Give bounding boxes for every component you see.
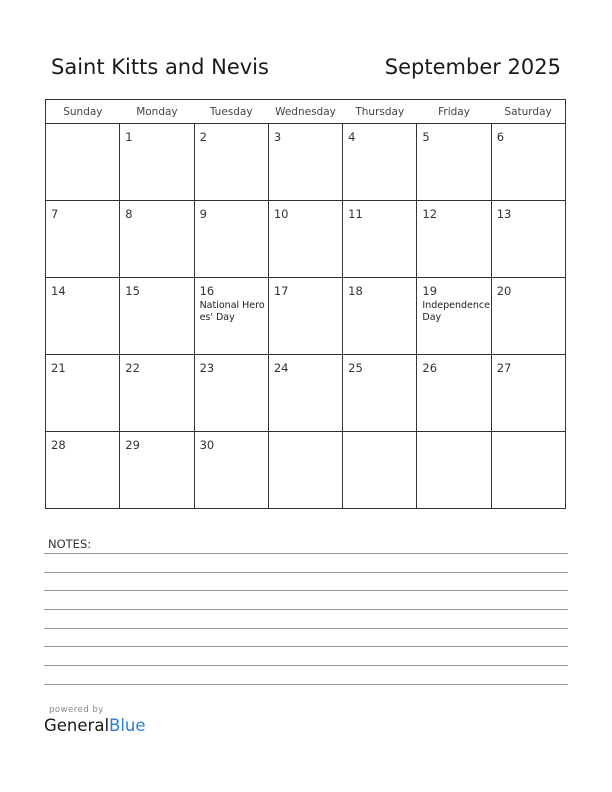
day-cell [194, 201, 268, 278]
day-number [492, 432, 565, 438]
day-cell [120, 355, 194, 432]
day-cell [491, 355, 565, 432]
weekday-monday: Monday [120, 100, 194, 124]
brand-blue: Blue [109, 716, 146, 735]
day-number: 2 [199, 130, 207, 144]
empty-day-cell [417, 432, 491, 509]
day-number: 30 [199, 438, 215, 452]
day-cell [417, 355, 491, 432]
day-cell [491, 278, 565, 355]
empty-day-cell [268, 432, 342, 509]
weekday-thursday: Thursday [343, 100, 417, 124]
day-cell [343, 278, 417, 355]
day-number: 14 [51, 284, 66, 298]
day-cell [120, 201, 194, 278]
notes-line [44, 590, 568, 591]
empty-day-cell [491, 432, 565, 509]
day-number: 25 [348, 361, 363, 375]
country-title: Saint Kitts and Nevis [51, 55, 269, 79]
day-number: 1 [125, 130, 133, 144]
month-title: September 2025 [384, 55, 561, 79]
day-cell [46, 355, 120, 432]
day-number: 21 [51, 361, 66, 375]
notes-line [44, 684, 568, 685]
week-row [46, 201, 566, 278]
day-cell [120, 278, 194, 355]
day-cell [194, 432, 268, 509]
day-number: 22 [125, 361, 140, 375]
empty-day-cell [46, 124, 120, 201]
day-number: 18 [348, 284, 363, 298]
day-number: 24 [273, 361, 289, 375]
day-cell [491, 201, 565, 278]
calendar-body [46, 124, 566, 509]
week-row [46, 432, 566, 509]
day-number: 5 [422, 130, 430, 144]
weekday-wednesday: Wednesday [268, 100, 342, 124]
generalblue-logo [44, 716, 146, 735]
day-cell [194, 355, 268, 432]
day-number [269, 432, 342, 438]
day-cell [417, 201, 491, 278]
empty-day-cell [343, 432, 417, 509]
weekday-sunday: Sunday [46, 100, 120, 124]
day-number [343, 432, 416, 438]
day-number: 13 [496, 207, 512, 221]
day-number: 7 [51, 207, 59, 221]
day-number: 12 [422, 207, 438, 221]
day-number: 17 [273, 284, 289, 298]
notes-line [44, 572, 568, 573]
day-number [46, 124, 119, 130]
day-number: 16 [199, 284, 215, 298]
day-number: 23 [199, 361, 215, 375]
weekday-header-row [46, 100, 566, 124]
day-number: 28 [51, 438, 66, 452]
day-cell [46, 278, 120, 355]
weekday-saturday: Saturday [491, 100, 565, 124]
week-row [46, 355, 566, 432]
day-cell [268, 124, 342, 201]
weekday-friday: Friday [417, 100, 491, 124]
week-row [46, 278, 566, 355]
day-number: 27 [496, 361, 512, 375]
day-cell [120, 432, 194, 509]
calendar-grid [45, 99, 566, 509]
day-number: 6 [496, 130, 505, 144]
notes-line [44, 628, 568, 629]
powered-by-text: powered by [49, 705, 104, 715]
day-cell [268, 355, 342, 432]
holiday-label: National Heroes' Day [199, 300, 265, 323]
weekday-tuesday: Tuesday [194, 100, 268, 124]
day-cell [46, 201, 120, 278]
day-number: 11 [348, 207, 363, 221]
day-cell [343, 201, 417, 278]
day-cell [268, 201, 342, 278]
notes-label: NOTES: [48, 537, 92, 551]
day-number: 15 [125, 284, 140, 298]
day-number: 9 [199, 207, 207, 221]
notes-line [44, 553, 568, 554]
notes-line [44, 609, 568, 610]
day-cell [417, 278, 491, 355]
day-number: 20 [496, 284, 512, 298]
day-cell [343, 124, 417, 201]
day-number: 26 [422, 361, 438, 375]
day-cell [268, 278, 342, 355]
week-row [46, 124, 566, 201]
day-cell [46, 432, 120, 509]
day-number [417, 432, 490, 438]
day-number: 29 [125, 438, 140, 452]
day-number: 10 [273, 207, 289, 221]
day-cell [491, 124, 565, 201]
notes-line [44, 646, 568, 647]
notes-line [44, 665, 568, 666]
day-number: 19 [422, 284, 438, 298]
day-cell [343, 355, 417, 432]
brand-general: General [44, 716, 110, 735]
day-number: 4 [348, 130, 356, 144]
day-number: 3 [273, 130, 282, 144]
holiday-label: Independence Day [422, 300, 490, 323]
day-cell [194, 124, 268, 201]
day-cell [417, 124, 491, 201]
day-cell [194, 278, 268, 355]
day-number: 8 [125, 207, 133, 221]
day-cell [120, 124, 194, 201]
